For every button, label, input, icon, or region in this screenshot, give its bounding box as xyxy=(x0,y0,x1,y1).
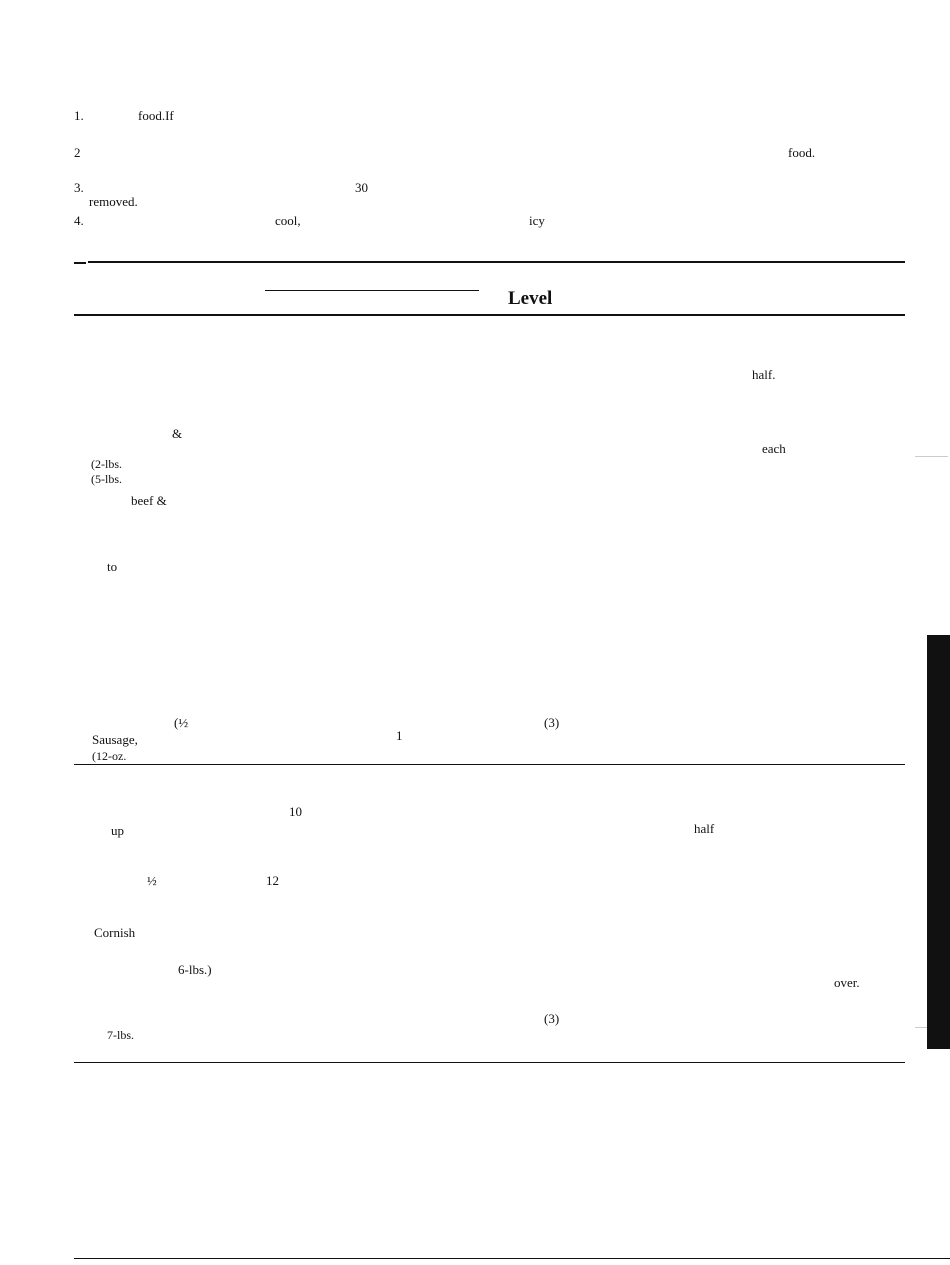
step-4-number: 4. xyxy=(74,213,84,228)
step-2-number: 2 xyxy=(74,145,81,160)
side-tab xyxy=(927,635,950,1049)
meats-item-2lbs: (2-lbs. xyxy=(91,457,122,471)
poultry-cornish: Cornish xyxy=(94,925,136,940)
poultry-6lbs: 6-lbs.) xyxy=(178,962,212,977)
meats-count-3: (3) xyxy=(544,715,560,730)
meats-beef: beef & xyxy=(131,493,167,508)
table-header-level: Level xyxy=(508,288,553,309)
meats-each: each xyxy=(762,441,786,456)
step-2-text: food. xyxy=(788,145,816,160)
poultry-over: over. xyxy=(834,975,860,990)
meats-half: half. xyxy=(752,367,776,382)
step-1-number: 1. xyxy=(74,108,84,123)
poultry-count-3: (3) xyxy=(544,1011,560,1026)
poultry-7lbs: 7-lbs. xyxy=(107,1028,134,1042)
edge-mark-lower xyxy=(915,1027,927,1028)
step-1-text: food.If xyxy=(138,108,174,123)
poultry-twelve: 12 xyxy=(266,873,279,888)
step-3-text: 30 xyxy=(355,180,368,195)
edge-mark xyxy=(915,456,948,457)
table-header-rule xyxy=(74,314,905,316)
poultry-ten: 10 xyxy=(289,804,302,819)
section-divider xyxy=(74,764,905,765)
rule-tick xyxy=(74,262,86,264)
meats-ampersand: & xyxy=(172,426,183,441)
meats-sausage: Sausage, xyxy=(92,732,138,747)
step-4-text-cool: cool, xyxy=(275,213,301,228)
meats-item-5lbs: (5-lbs. xyxy=(91,472,122,486)
meats-half-fraction: (½ xyxy=(174,715,189,730)
poultry-up: up xyxy=(111,823,124,838)
step-3-number: 3. xyxy=(74,180,84,195)
meats-to: to xyxy=(107,559,118,574)
table-top-rule xyxy=(88,261,905,263)
step-4-text-icy: icy xyxy=(529,213,545,228)
page-bottom-rule xyxy=(74,1258,950,1259)
poultry-half: half xyxy=(694,821,715,836)
meats-one: 1 xyxy=(396,728,403,743)
poultry-half-fraction: ½ xyxy=(147,873,157,888)
step-3-continuation: removed. xyxy=(89,194,138,209)
meats-item-12oz: (12-oz. xyxy=(92,749,127,763)
table-bottom-rule xyxy=(74,1062,905,1063)
header-subrule xyxy=(265,290,479,291)
